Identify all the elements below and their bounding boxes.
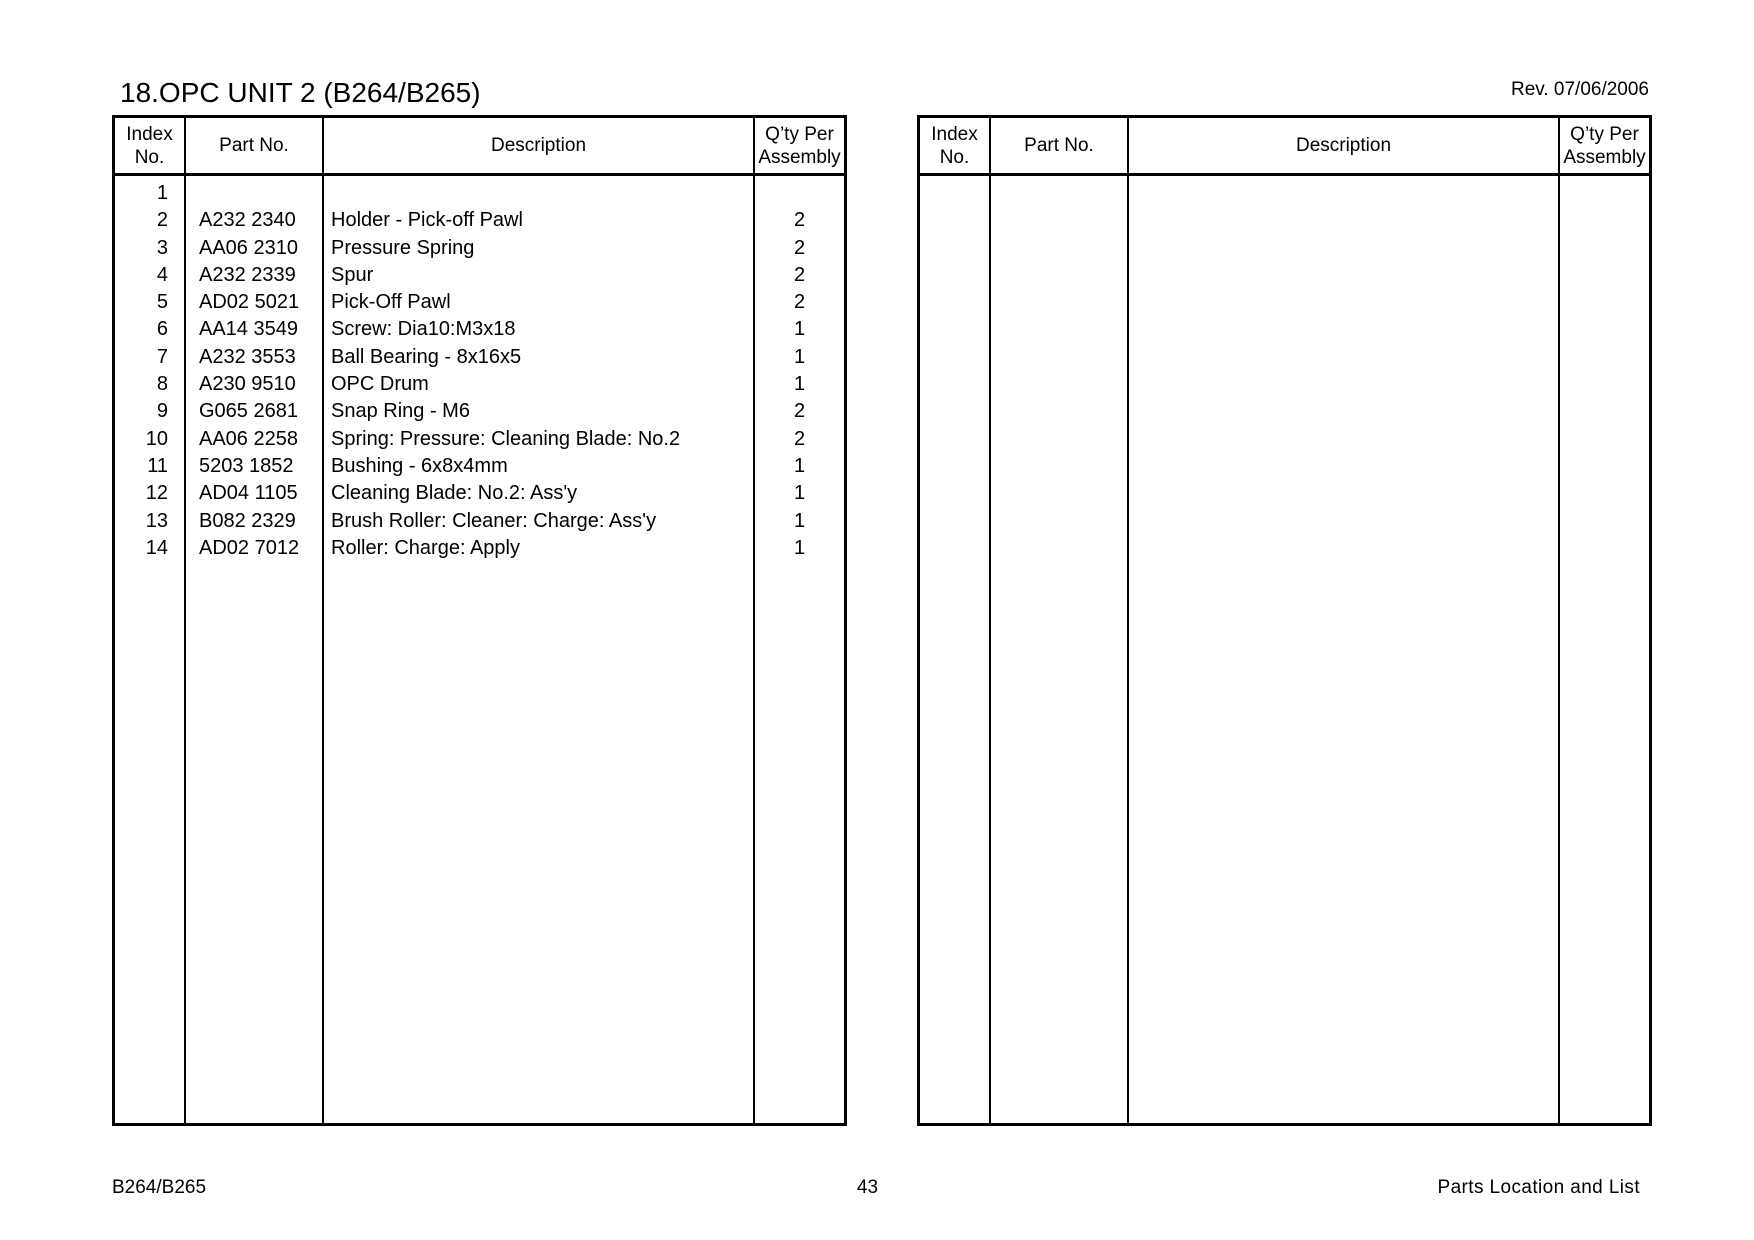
index-cell: 12 — [145, 482, 168, 505]
description-cell: Pick-Off Pawl — [331, 291, 451, 314]
index-cell: 6 — [156, 318, 168, 341]
header-index: Index No. — [126, 123, 173, 168]
qty-cell — [755, 180, 844, 207]
description-cell: Roller: Charge: Apply — [331, 536, 520, 559]
table-header — [115, 118, 844, 176]
parts-table-left — [112, 115, 847, 1126]
header-qty: Q’ty Per Assembly — [753, 118, 844, 173]
index-cell: 4 — [156, 263, 168, 286]
table-header — [920, 118, 1649, 176]
part-no-cell — [186, 180, 322, 207]
description-cell: Holder - Pick-off Pawl — [331, 209, 523, 232]
part-no-cell: A230 9510 — [199, 373, 296, 396]
header-description: Description — [1127, 118, 1558, 173]
index-cell: 3 — [156, 236, 168, 259]
qty-cell: 2 — [793, 236, 806, 259]
description-cell: Spur — [331, 263, 374, 286]
revision-date: Rev. 07/06/2006 — [1510, 79, 1649, 100]
index-cell: 11 — [147, 454, 168, 477]
header-part-no: Part No. — [184, 118, 322, 173]
index-cell: 8 — [156, 373, 168, 396]
column-qty — [1558, 176, 1649, 1123]
qty-cell: 2 — [793, 209, 806, 232]
index-cell: 14 — [145, 536, 168, 559]
description-cell: Bushing - 6x8x4mm — [331, 454, 508, 477]
column-part-no — [184, 176, 322, 1123]
description-cell: Screw: Dia10:M3x18 — [331, 318, 516, 341]
part-no-cell: AA06 2258 — [199, 427, 298, 450]
qty-cell: 2 — [793, 400, 806, 423]
column-qty — [753, 176, 844, 1123]
qty-cell: 1 — [793, 509, 806, 532]
footer-model: B264/B265 — [112, 1177, 207, 1198]
description-cell — [324, 180, 753, 207]
page-title: 18.OPC UNIT 2 (B264/B265) — [120, 77, 481, 108]
header-index: Index No. — [931, 123, 978, 168]
column-index — [115, 176, 184, 1123]
index-cell: 7 — [156, 345, 168, 368]
part-no-cell: 5203 1852 — [199, 454, 294, 477]
description-cell: Ball Bearing - 8x16x5 — [331, 345, 522, 368]
description-cell: Cleaning Blade: No.2: Ass'y — [331, 482, 578, 505]
column-description — [1127, 176, 1558, 1123]
header-description: Description — [322, 118, 753, 173]
qty-cell: 1 — [793, 536, 806, 559]
parts-table-right — [917, 115, 1652, 1126]
description-cell: Snap Ring - M6 — [331, 400, 470, 423]
qty-cell: 2 — [793, 263, 806, 286]
qty-cell: 2 — [793, 291, 806, 314]
table-body — [115, 176, 844, 1123]
description-cell: Brush Roller: Cleaner: Charge: Ass'y — [331, 509, 657, 532]
part-no-cell: AD02 5021 — [199, 291, 300, 314]
qty-cell: 1 — [793, 454, 806, 477]
table-body — [920, 176, 1649, 1123]
part-no-cell: A232 3553 — [199, 345, 296, 368]
column-index — [920, 176, 989, 1123]
header-part-no: Part No. — [989, 118, 1127, 173]
description-cell: Spring: Pressure: Cleaning Blade: No.2 — [331, 427, 681, 450]
index-cell: 10 — [145, 427, 168, 450]
index-cell: 2 — [156, 209, 168, 232]
qty-cell: 1 — [793, 318, 806, 341]
page-number: 43 — [856, 1177, 879, 1198]
part-no-cell: A232 2339 — [199, 263, 296, 286]
index-cell: 9 — [156, 400, 168, 423]
part-no-cell: AA06 2310 — [199, 236, 298, 259]
description-cell: OPC Drum — [331, 373, 429, 396]
part-no-cell: A232 2340 — [199, 209, 296, 232]
part-no-cell: AD02 7012 — [199, 536, 300, 559]
part-no-cell: AD04 1105 — [199, 482, 298, 505]
qty-cell: 1 — [793, 482, 806, 505]
description-cell: Pressure Spring — [331, 236, 475, 259]
index-cell: 13 — [145, 509, 168, 532]
column-part-no — [989, 176, 1127, 1123]
qty-cell: 1 — [793, 373, 806, 396]
column-description — [322, 176, 753, 1123]
part-no-cell: G065 2681 — [199, 400, 298, 423]
qty-cell: 2 — [793, 427, 806, 450]
part-no-cell: AA14 3549 — [199, 318, 298, 341]
part-no-cell: B082 2329 — [199, 509, 296, 532]
index-cell: 1 — [156, 182, 168, 204]
index-cell: 5 — [156, 291, 168, 314]
footer-section: Parts Location and List — [1437, 1177, 1640, 1198]
qty-cell: 1 — [793, 345, 806, 368]
header-qty: Q’ty Per Assembly — [1558, 118, 1649, 173]
